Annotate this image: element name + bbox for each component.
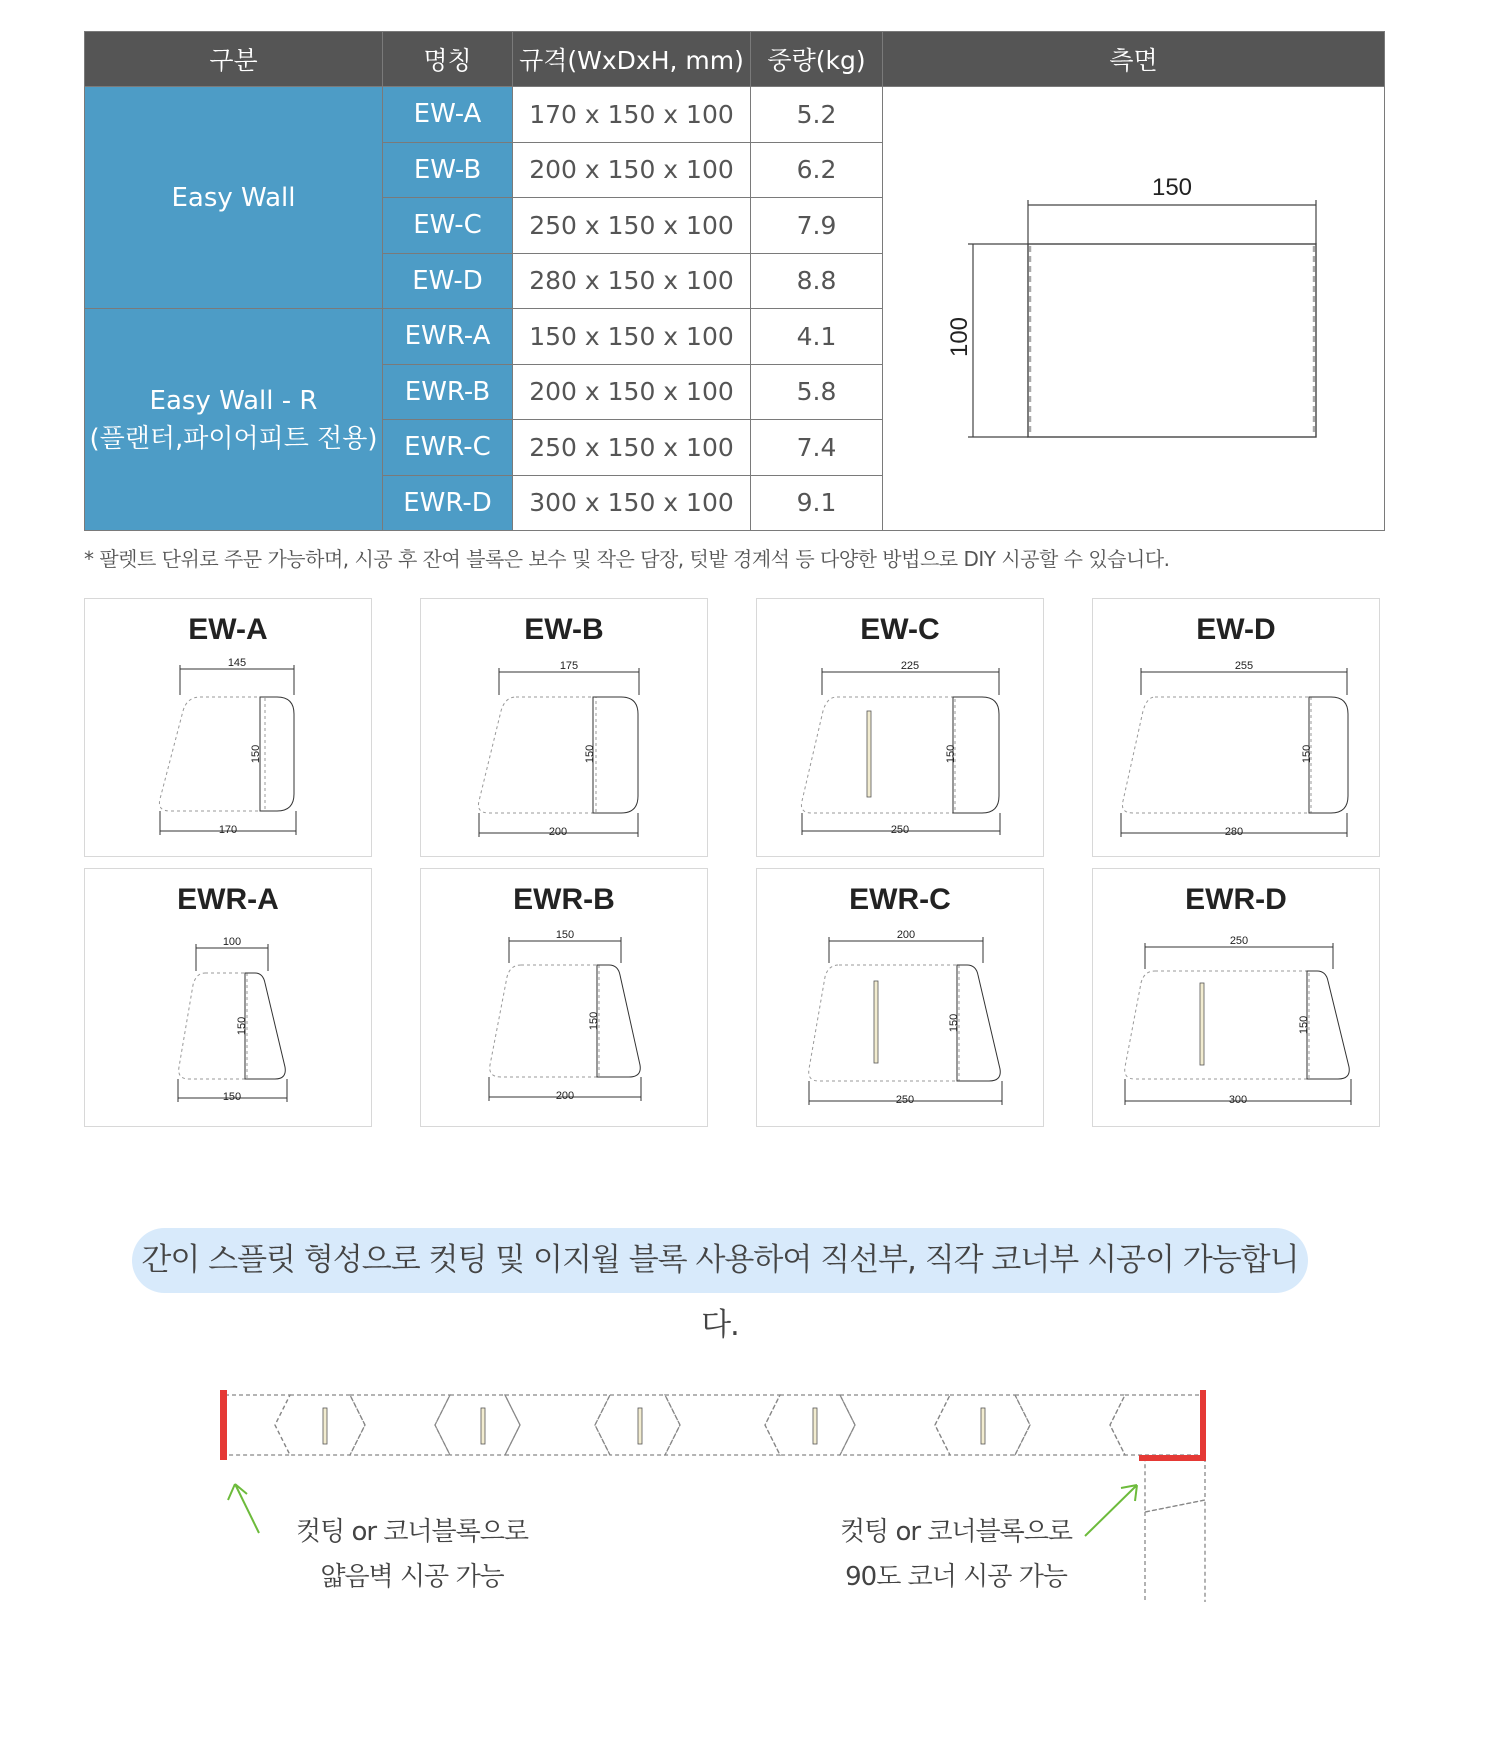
- model-weight: 5.8: [751, 364, 883, 420]
- bottom-dim: 250: [890, 824, 910, 836]
- top-dim: 100: [222, 936, 242, 948]
- caption-line: 컷팅 or 코너블록으로: [295, 1517, 529, 1547]
- model-size: 250 x 150 x 100: [513, 198, 751, 254]
- top-dim: 255: [1234, 660, 1254, 672]
- bottom-dim: 200: [555, 1090, 575, 1102]
- model-weight: 9.1: [751, 475, 883, 531]
- bottom-dim: 200: [548, 826, 568, 838]
- model-size: 150 x 150 x 100: [513, 309, 751, 365]
- bottom-dim: 250: [895, 1094, 915, 1106]
- block-drawing: [757, 599, 1045, 858]
- card-ew-a: [84, 598, 372, 857]
- model-weight: 8.8: [751, 253, 883, 309]
- depth-dim: 150: [948, 1013, 960, 1033]
- block-drawing: [421, 869, 709, 1128]
- arrow-left-icon: [228, 1484, 259, 1533]
- block-drawing: [85, 869, 373, 1128]
- card-title: EWR-B: [513, 883, 615, 916]
- block-drawing: [1093, 599, 1381, 858]
- card-title: EWR-A: [177, 883, 279, 916]
- top-dim: 250: [1229, 935, 1249, 947]
- model-size: 300 x 150 x 100: [513, 475, 751, 531]
- model-weight: 7.4: [751, 420, 883, 476]
- footnote: * 팔렛트 단위로 주문 가능하며, 시공 후 잔여 블록은 보수 및 작은 담장, 텃밭 경계석 등 다양한 방법으로 DIY 시공할 수 있습니다.: [84, 547, 1170, 571]
- block-drawing: [421, 599, 709, 858]
- table-row: [85, 87, 1385, 143]
- group-easy-wall-r: [85, 309, 383, 531]
- model-size: 200 x 150 x 100: [513, 364, 751, 420]
- depth-dim: 150: [588, 1011, 600, 1031]
- depth-dim: 150: [584, 744, 596, 764]
- card-ewr-c: [756, 868, 1044, 1127]
- model-size: 200 x 150 x 100: [513, 142, 751, 198]
- header-size: 규격(WxDxH, mm): [513, 32, 751, 87]
- group-name: Easy Wall: [171, 182, 296, 213]
- card-ewr-b: [420, 868, 708, 1127]
- block-drawing: [85, 599, 373, 858]
- top-dim: 175: [559, 660, 579, 672]
- caption-line: 90도 코너 시공 가능: [845, 1562, 1067, 1592]
- block-drawing: [1093, 869, 1381, 1128]
- card-ew-c: [756, 598, 1044, 857]
- card-title: EWR-C: [849, 883, 951, 916]
- model-code: EWR-C: [383, 420, 513, 476]
- card-title: EW-A: [188, 613, 268, 646]
- side-width-label: 150: [1151, 173, 1192, 201]
- model-code: EWR-B: [383, 364, 513, 420]
- block-slots: [323, 1408, 985, 1444]
- caption-right: [806, 1510, 1106, 1600]
- side-view-cell: [883, 87, 1385, 531]
- bottom-dim: 280: [1224, 826, 1244, 838]
- model-code: EW-B: [383, 142, 513, 198]
- corner-marker: [1139, 1390, 1203, 1458]
- model-weight: 6.2: [751, 142, 883, 198]
- group-easy-wall: [85, 87, 383, 309]
- model-code: EWR-A: [383, 309, 513, 365]
- card-ew-b: [420, 598, 708, 857]
- bottom-dim: 300: [1228, 1094, 1248, 1106]
- model-size: 250 x 150 x 100: [513, 420, 751, 476]
- model-size: 280 x 150 x 100: [513, 253, 751, 309]
- top-dim: 145: [227, 657, 247, 669]
- top-dim: 200: [896, 929, 916, 941]
- left-end-marker: [220, 1390, 227, 1460]
- side-view-diagram: [884, 94, 1384, 524]
- depth-dim: 150: [1298, 1015, 1310, 1035]
- caption-left: [262, 1510, 562, 1600]
- table-header-row: [85, 32, 1385, 87]
- side-height-label: 100: [945, 316, 973, 357]
- model-weight: 5.2: [751, 87, 883, 143]
- card-title: EW-D: [1196, 613, 1276, 646]
- model-size: 170 x 150 x 100: [513, 87, 751, 143]
- depth-dim: 150: [1301, 744, 1313, 764]
- header-name: 명칭: [383, 32, 513, 87]
- card-ew-d: [1092, 598, 1380, 857]
- top-dim: 150: [555, 929, 575, 941]
- top-dim: 225: [900, 660, 920, 672]
- model-weight: 7.9: [751, 198, 883, 254]
- model-code: EWR-D: [383, 475, 513, 531]
- card-title: EW-C: [860, 613, 940, 646]
- model-weight: 4.1: [751, 309, 883, 365]
- card-ewr-d: [1092, 868, 1380, 1127]
- header-side: 측면: [883, 32, 1385, 87]
- group-note: (플랜터,파이어피트 전용): [89, 423, 378, 454]
- depth-dim: 150: [945, 744, 957, 764]
- model-code: EW-A: [383, 87, 513, 143]
- card-ewr-a: [84, 868, 372, 1127]
- caption-line: 얇음벽 시공 가능: [320, 1562, 504, 1592]
- header-category: 구분: [85, 32, 383, 87]
- info-banner: 간이 스플릿 형성으로 컷팅 및 이지월 블록 사용하여 직선부, 직각 코너부 시공이 가능합니다.: [132, 1228, 1308, 1293]
- block-drawing: [757, 869, 1045, 1128]
- depth-dim: 150: [236, 1016, 248, 1036]
- card-title: EWR-D: [1185, 883, 1287, 916]
- bottom-dim: 170: [218, 824, 238, 836]
- header-weight: 중량(kg): [751, 32, 883, 87]
- card-title: EW-B: [524, 613, 604, 646]
- bottom-dim: 150: [222, 1091, 242, 1103]
- model-code: EW-C: [383, 198, 513, 254]
- caption-line: 컷팅 or 코너블록으로: [839, 1517, 1073, 1547]
- group-name: Easy Wall - R: [149, 385, 318, 416]
- spec-table: [84, 31, 1385, 531]
- model-code: EW-D: [383, 253, 513, 309]
- depth-dim: 150: [250, 744, 262, 764]
